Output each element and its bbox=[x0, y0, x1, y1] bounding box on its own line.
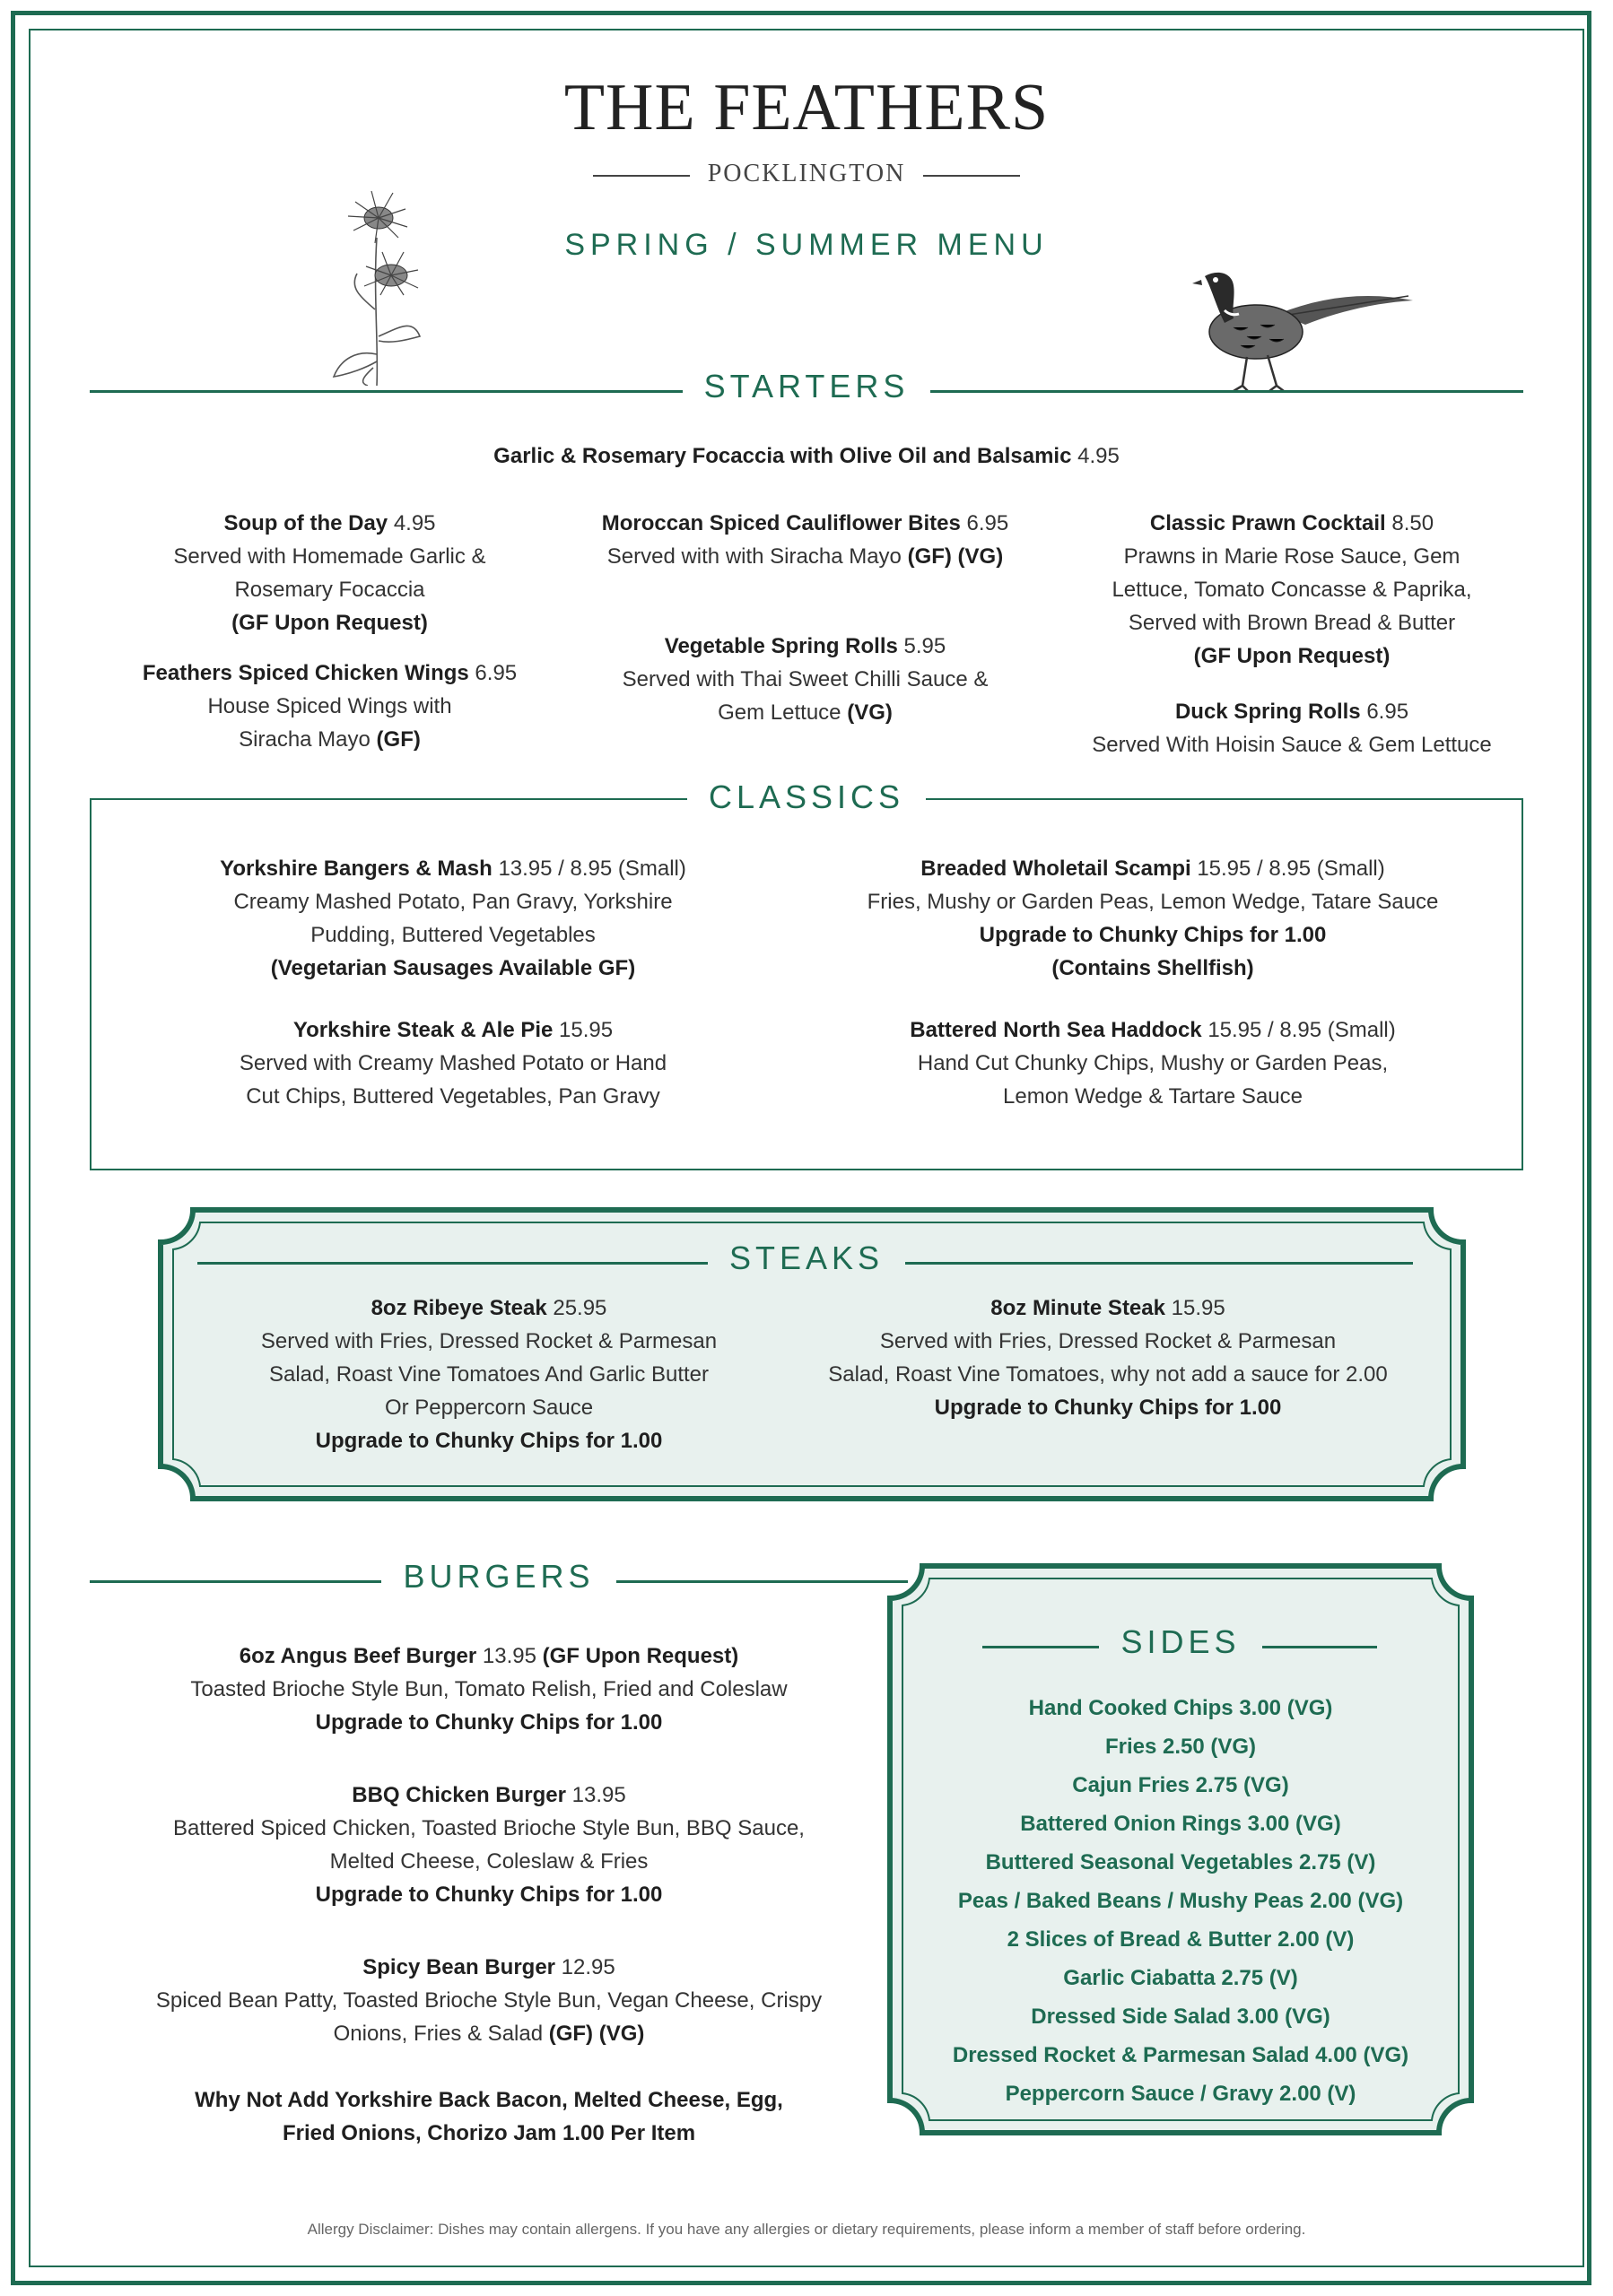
item-price: 6.95 bbox=[966, 511, 1009, 535]
item-note: Upgrade to Chunky Chips for 1.00 bbox=[934, 1396, 1282, 1420]
item-name: Duck Spring Rolls bbox=[1174, 700, 1361, 724]
item-tag: (GF) bbox=[376, 727, 421, 752]
side-item: Hand Cooked Chips 3.00 (VG) bbox=[1028, 1696, 1333, 1720]
item-name: Vegetable Spring Rolls bbox=[664, 634, 898, 658]
item-note: Upgrade to Chunky Chips for 1.00 bbox=[315, 1883, 663, 1907]
steak-minute bbox=[798, 1292, 1417, 1424]
item-price: 12.95 bbox=[561, 1955, 615, 1979]
side-item: Garlic Ciabatta 2.75 (V) bbox=[1063, 1966, 1298, 1990]
item-desc: Cut Chips, Buttered Vegetables, Pan Gravy bbox=[246, 1084, 660, 1109]
item-desc: Served with Brown Bread & Butter bbox=[1128, 611, 1456, 635]
item-desc: Salad, Roast Vine Tomatoes, why not add a sauce for 2.00 bbox=[828, 1362, 1388, 1387]
item-desc: Rosemary Focaccia bbox=[234, 578, 425, 602]
starter-spring-rolls bbox=[556, 630, 1054, 729]
item-name: BBQ Chicken Burger bbox=[352, 1783, 566, 1807]
item-note: (Contains Shellfish) bbox=[1051, 956, 1254, 980]
location-label: POCKLINGTON bbox=[707, 160, 906, 187]
classics-heading: CLASSICS bbox=[687, 778, 926, 815]
item-desc: Battered Spiced Chicken, Toasted Brioche Style Bun, BBQ Sauce, bbox=[173, 1816, 805, 1840]
menu-season-title: SPRING / SUMMER MENU bbox=[564, 228, 1049, 262]
location-rule-right bbox=[923, 175, 1020, 177]
item-desc: Onions, Fries & Salad bbox=[333, 2022, 544, 2046]
burger-bbq-chicken bbox=[117, 1779, 861, 1911]
burgers-heading-wrap bbox=[90, 1558, 908, 1596]
item-name: 8oz Ribeye Steak bbox=[371, 1296, 547, 1320]
side-item: Peppercorn Sauce / Gravy 2.00 (V) bbox=[1005, 2082, 1356, 2106]
item-name: Classic Prawn Cocktail bbox=[1149, 511, 1386, 535]
side-item: Dressed Rocket & Parmesan Salad 4.00 (VG) bbox=[952, 2043, 1409, 2067]
item-tag: (GF) (VG) bbox=[907, 544, 1004, 569]
item-price: 5.95 bbox=[903, 634, 946, 658]
item-name: Feathers Spiced Chicken Wings bbox=[142, 661, 469, 685]
sides-heading: SIDES bbox=[1099, 1623, 1261, 1660]
item-price: 13.95 bbox=[482, 1644, 536, 1668]
item-price: 8.50 bbox=[1391, 511, 1434, 535]
classic-steak-ale-pie bbox=[144, 1013, 763, 1113]
item-note: (Vegetarian Sausages Available GF) bbox=[270, 956, 636, 980]
item-note: (GF Upon Request) bbox=[1193, 644, 1391, 668]
item-desc: Served with Creamy Mashed Potato or Hand bbox=[239, 1051, 667, 1075]
steaks-heading: STEAKS bbox=[708, 1239, 905, 1276]
starter-wings bbox=[108, 657, 552, 756]
item-name: 8oz Minute Steak bbox=[990, 1296, 1165, 1320]
item-desc: Lemon Wedge & Tartare Sauce bbox=[1003, 1084, 1303, 1109]
side-item: Buttered Seasonal Vegetables 2.75 (V) bbox=[985, 1850, 1376, 1874]
item-name: Breaded Wholetail Scampi bbox=[920, 857, 1191, 881]
side-item: Fries 2.50 (VG) bbox=[1104, 1735, 1257, 1759]
item-note: Upgrade to Chunky Chips for 1.00 bbox=[315, 1429, 663, 1453]
side-item: Cajun Fries 2.75 (VG) bbox=[1072, 1773, 1289, 1797]
item-name: Battered North Sea Haddock bbox=[910, 1018, 1202, 1042]
item-desc: Toasted Brioche Style Bun, Tomato Relish, Fried and Coleslaw bbox=[190, 1677, 788, 1701]
item-price: 15.95 / 8.95 (Small) bbox=[1208, 1018, 1396, 1042]
classics-heading-wrap bbox=[0, 778, 1613, 816]
burger-spicy-bean bbox=[117, 1951, 861, 2050]
item-desc: Served with with Siracha Mayo bbox=[606, 544, 902, 569]
item-desc: Fries, Mushy or Garden Peas, Lemon Wedge, Tatare Sauce bbox=[867, 890, 1439, 914]
item-tag: (VG) bbox=[847, 700, 893, 725]
starter-prawn-cocktail bbox=[1059, 507, 1525, 673]
sides-heading-wrap bbox=[886, 1623, 1475, 1661]
item-desc: Served with Homemade Garlic & bbox=[173, 544, 486, 569]
item-price: 4.95 bbox=[1077, 444, 1120, 468]
starter-focaccia bbox=[0, 439, 1613, 473]
item-desc: Served With Hoisin Sauce & Gem Lettuce bbox=[1092, 733, 1492, 757]
sides-list bbox=[915, 1689, 1446, 2113]
item-note: Upgrade to Chunky Chips for 1.00 bbox=[979, 923, 1327, 947]
item-desc: Served with Fries, Dressed Rocket & Parmesan bbox=[879, 1329, 1337, 1353]
item-desc: Lettuce, Tomato Concasse & Paprika, bbox=[1112, 578, 1472, 602]
item-price: 13.95 bbox=[571, 1783, 626, 1807]
item-note: (GF Upon Request) bbox=[231, 611, 428, 635]
item-price: 15.95 bbox=[559, 1018, 614, 1042]
item-name: Garlic & Rosemary Focaccia with Olive Oil and Balsamic bbox=[493, 444, 1072, 468]
item-name: 6oz Angus Beef Burger bbox=[239, 1644, 477, 1668]
item-name: Soup of the Day bbox=[223, 511, 388, 535]
steaks-heading-wrap bbox=[0, 1239, 1613, 1277]
item-desc: Siracha Mayo bbox=[239, 727, 371, 752]
starter-cauliflower bbox=[556, 507, 1054, 573]
starter-soup bbox=[126, 507, 534, 639]
item-desc: House Spiced Wings with bbox=[207, 694, 452, 718]
sunflower-illustration bbox=[314, 184, 440, 386]
item-desc: Or Peppercorn Sauce bbox=[384, 1396, 594, 1420]
item-desc: Hand Cut Chunky Chips, Mushy or Garden Peas, bbox=[917, 1051, 1389, 1075]
item-desc: Pudding, Buttered Vegetables bbox=[310, 923, 596, 947]
burger-angus bbox=[117, 1639, 861, 1739]
side-item: 2 Slices of Bread & Butter 2.00 (V) bbox=[1007, 1927, 1355, 1952]
item-desc: Salad, Roast Vine Tomatoes And Garlic Butter bbox=[268, 1362, 710, 1387]
starters-heading: STARTERS bbox=[683, 368, 931, 404]
item-price: 15.95 / 8.95 (Small) bbox=[1197, 857, 1385, 881]
item-name: Spicy Bean Burger bbox=[362, 1955, 555, 1979]
item-price: 13.95 / 8.95 (Small) bbox=[498, 857, 686, 881]
location-line bbox=[0, 160, 1613, 188]
burger-addons bbox=[117, 2083, 861, 2150]
item-desc: Melted Cheese, Coleslaw & Fries bbox=[329, 1849, 649, 1874]
item-price: 6.95 bbox=[475, 661, 518, 685]
side-item: Dressed Side Salad 3.00 (VG) bbox=[1031, 2005, 1330, 2029]
item-price: 15.95 bbox=[1171, 1296, 1225, 1320]
item-desc: Served with Fries, Dressed Rocket & Parmesan bbox=[260, 1329, 718, 1353]
starter-duck-rolls bbox=[1059, 695, 1525, 761]
item-desc: Prawns in Marie Rose Sauce, Gem bbox=[1123, 544, 1460, 569]
item-desc: Gem Lettuce bbox=[718, 700, 841, 725]
item-tag: (GF Upon Request) bbox=[542, 1644, 739, 1668]
restaurant-name: THE FEATHERS bbox=[563, 71, 1050, 144]
location-rule-left bbox=[593, 175, 690, 177]
item-note: Upgrade to Chunky Chips for 1.00 bbox=[315, 1710, 663, 1735]
side-item: Peas / Baked Beans / Mushy Peas 2.00 (VG) bbox=[957, 1889, 1404, 1913]
addons-line: Fried Onions, Chorizo Jam 1.00 Per Item bbox=[282, 2121, 696, 2145]
item-name: Moroccan Spiced Cauliflower Bites bbox=[601, 511, 961, 535]
item-price: 25.95 bbox=[553, 1296, 607, 1320]
steak-ribeye bbox=[206, 1292, 772, 1457]
burgers-heading: BURGERS bbox=[381, 1558, 615, 1595]
item-tag: (GF) (VG) bbox=[548, 2022, 645, 2046]
item-name: Yorkshire Bangers & Mash bbox=[220, 857, 493, 881]
classic-bangers-mash bbox=[144, 852, 763, 985]
classic-haddock bbox=[807, 1013, 1498, 1113]
addons-line: Why Not Add Yorkshire Back Bacon, Melted Cheese, Egg, bbox=[195, 2088, 783, 2112]
starters-heading-wrap bbox=[0, 368, 1613, 405]
allergy-disclaimer: Allergy Disclaimer: Dishes may contain allergens. If you have any allergies or dietary requirements, please inform a member of staff before ordering. bbox=[307, 2221, 1306, 2238]
side-item: Battered Onion Rings 3.00 (VG) bbox=[1020, 1812, 1341, 1836]
item-price: 6.95 bbox=[1366, 700, 1409, 724]
classic-scampi bbox=[807, 852, 1498, 985]
item-name: Yorkshire Steak & Ale Pie bbox=[292, 1018, 554, 1042]
item-price: 4.95 bbox=[393, 511, 436, 535]
item-desc: Creamy Mashed Potato, Pan Gravy, Yorkshire bbox=[233, 890, 673, 914]
item-desc: Spiced Bean Patty, Toasted Brioche Style Bun, Vegan Cheese, Crispy bbox=[155, 1988, 823, 2013]
item-desc: Served with Thai Sweet Chilli Sauce & bbox=[622, 667, 989, 691]
